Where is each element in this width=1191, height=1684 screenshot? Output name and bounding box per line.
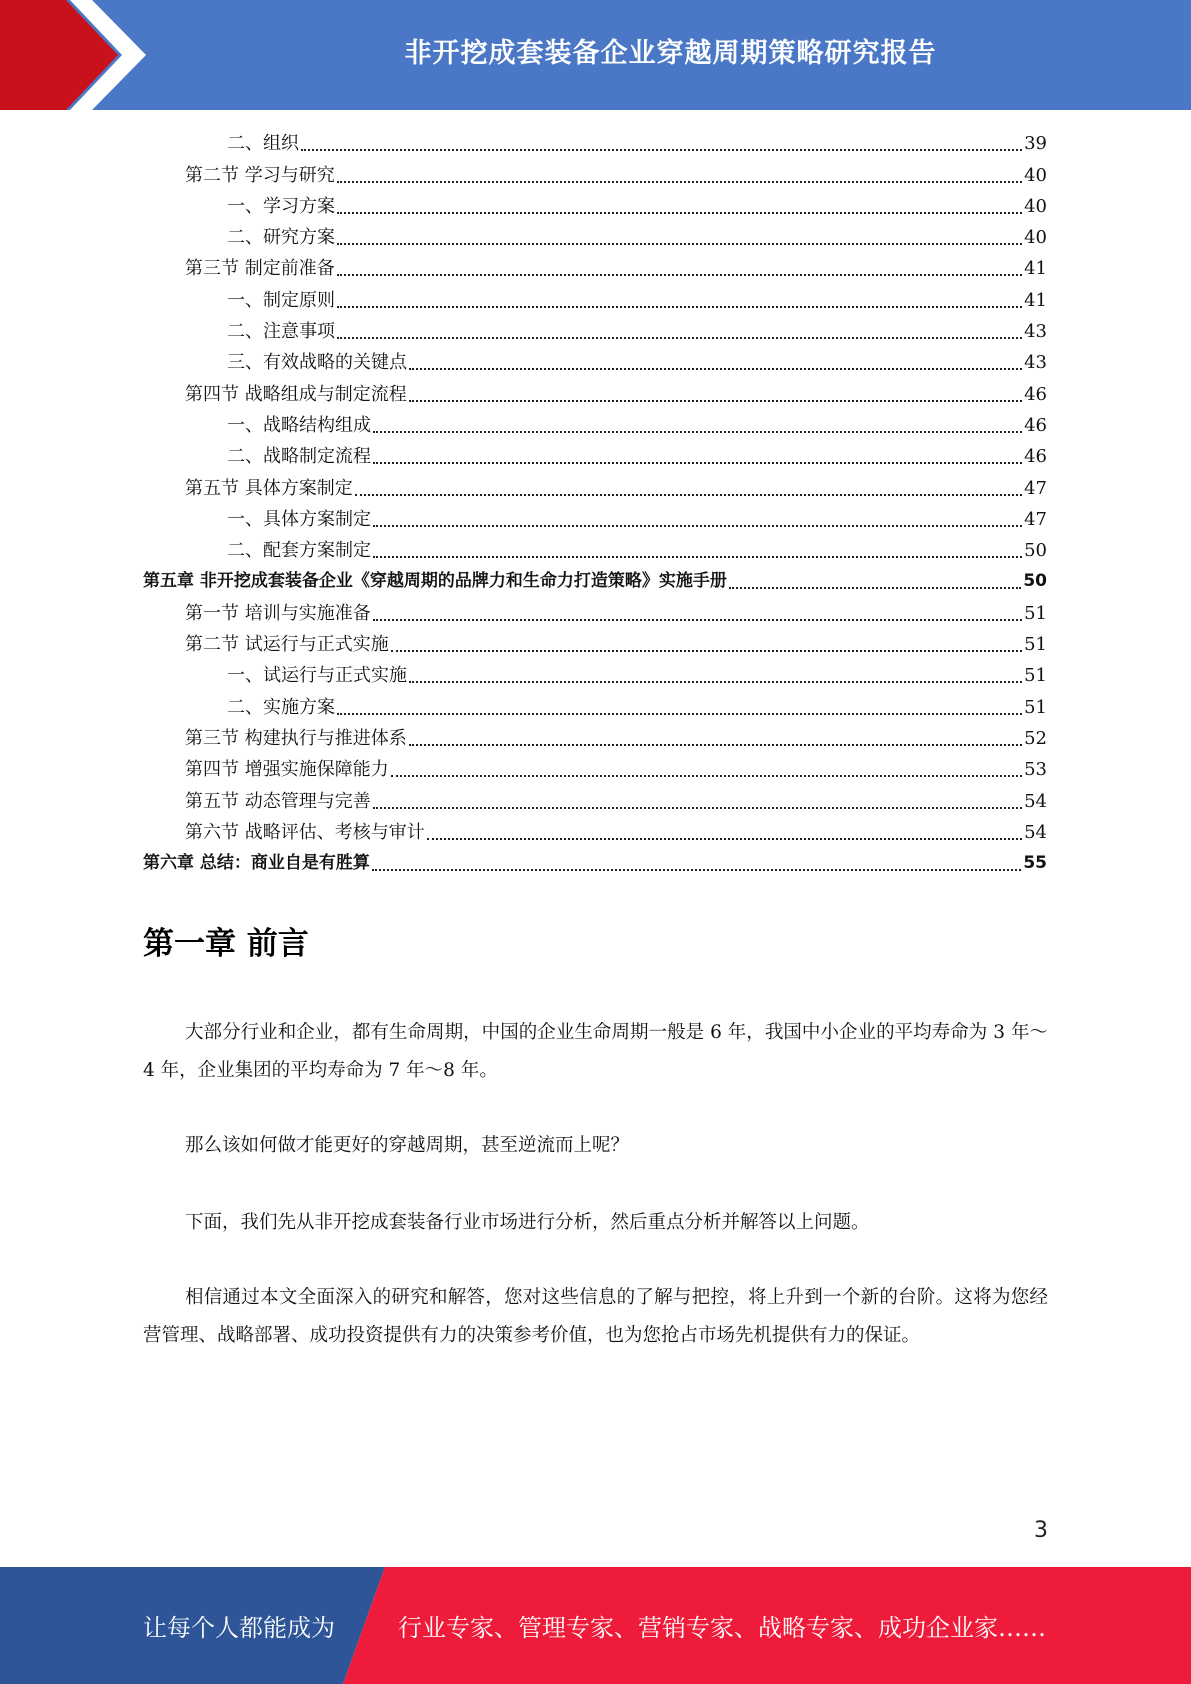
toc-dot-leader	[372, 868, 1021, 871]
toc-dot-leader	[337, 305, 1022, 308]
toc-dot-leader	[373, 524, 1022, 527]
toc-entry[interactable]	[143, 347, 1047, 378]
toc-dot-leader	[373, 806, 1022, 809]
toc-entry[interactable]	[143, 472, 1047, 503]
toc-entry-title: 二、研究方案	[227, 227, 335, 249]
chapter-heading: 第一章 前言	[143, 926, 309, 962]
toc-dot-leader	[427, 837, 1022, 840]
toc-entry-title: 一、制定原则	[227, 289, 335, 311]
toc-dot-leader	[391, 649, 1022, 652]
toc-entry-title: 二、实施方案	[227, 696, 335, 718]
header-arrow-decoration	[0, 0, 160, 110]
toc-entry-title: 第三节 构建执行与推进体系	[185, 727, 407, 749]
toc-entry-title: 一、试运行与正式实施	[227, 665, 407, 687]
toc-entry-title: 二、组织	[227, 133, 299, 155]
toc-entry-page: 40	[1024, 227, 1047, 249]
toc-entry-page: 54	[1024, 821, 1047, 843]
header-banner	[0, 0, 1191, 110]
toc-dot-leader	[391, 774, 1022, 777]
toc-dot-leader	[337, 211, 1022, 214]
toc-entry-page: 41	[1024, 258, 1047, 280]
footer-slogan-right: 行业专家、管理专家、营销专家、战略专家、成功企业家……	[398, 1614, 1046, 1642]
toc-entry[interactable]	[143, 723, 1047, 754]
toc-entry-page: 50	[1023, 571, 1047, 592]
toc-entry-page: 55	[1023, 853, 1047, 874]
toc-entry-page: 43	[1024, 352, 1047, 374]
toc-dot-leader	[373, 618, 1022, 621]
toc-entry-page: 46	[1024, 446, 1047, 468]
toc-entry-title: 第五节 动态管理与完善	[185, 790, 371, 812]
toc-entry[interactable]	[143, 410, 1047, 441]
page-number: 3	[1034, 1518, 1048, 1543]
toc-entry[interactable]	[143, 691, 1047, 722]
paragraph-text: 相信通过本文全面深入的研究和解答，您对这些信息的了解与把控，将上升到一个新的台阶。这将为您经营管理、战略部署、成功投资提供有力的决策参考价值，也为您抢占市场先机提供有力的保证。	[143, 1287, 1048, 1346]
toc-entry-page: 51	[1024, 602, 1047, 624]
table-of-contents	[143, 128, 1047, 879]
toc-entry-page: 47	[1024, 508, 1047, 530]
paragraph-intro	[143, 1014, 1048, 1090]
toc-entry-title: 第六节 战略评估、考核与审计	[185, 821, 425, 843]
toc-dot-leader	[409, 399, 1022, 402]
toc-entry[interactable]	[143, 785, 1047, 816]
toc-entry-title: 二、注意事项	[227, 321, 335, 343]
toc-entry-page: 46	[1024, 414, 1047, 436]
toc-entry-page: 40	[1024, 164, 1047, 186]
toc-entry-page: 39	[1024, 133, 1047, 155]
toc-entry[interactable]	[143, 597, 1047, 628]
toc-dot-leader	[373, 555, 1022, 558]
toc-entry-title: 第二节 学习与研究	[185, 164, 335, 186]
toc-entry[interactable]	[143, 191, 1047, 222]
toc-dot-leader	[409, 367, 1022, 370]
toc-entry[interactable]	[143, 848, 1047, 879]
toc-entry-title: 一、战略结构组成	[227, 414, 371, 436]
toc-dot-leader	[337, 336, 1022, 339]
toc-entry-page: 47	[1024, 477, 1047, 499]
paragraph-text: 下面，我们先从非开挖成套装备行业市场进行分析，然后重点分析并解答以上问题。	[185, 1212, 870, 1233]
toc-entry-page: 52	[1024, 727, 1047, 749]
toc-entry-title: 第四节 增强实施保障能力	[185, 759, 389, 781]
toc-entry[interactable]	[143, 441, 1047, 472]
toc-entry-page: 53	[1024, 759, 1047, 781]
toc-entry-page: 51	[1024, 665, 1047, 687]
toc-entry-title: 第五节 具体方案制定	[185, 477, 353, 499]
paragraph-approach	[143, 1204, 1048, 1242]
toc-entry[interactable]	[143, 128, 1047, 159]
toc-dot-leader	[355, 493, 1022, 496]
toc-entry[interactable]	[143, 566, 1047, 597]
toc-entry[interactable]	[143, 535, 1047, 566]
toc-entry[interactable]	[143, 754, 1047, 785]
toc-entry-page: 43	[1024, 321, 1047, 343]
toc-dot-leader	[409, 680, 1022, 683]
toc-entry-page: 51	[1024, 634, 1047, 656]
paragraph-text: 大部分行业和企业，都有生命周期，中国的企业生命周期一般是 6 年，我国中小企业的平均寿命为 3 年～4 年，企业集团的平均寿命为 7 年～8 年。	[143, 1022, 1048, 1081]
report-title: 非开挖成套装备企业穿越周期策略研究报告	[404, 37, 937, 69]
toc-entry[interactable]	[143, 316, 1047, 347]
toc-dot-leader	[729, 586, 1021, 589]
toc-entry-title: 第六章 总结：商业自是有胜算	[143, 853, 370, 874]
toc-entry[interactable]	[143, 253, 1047, 284]
toc-entry-title: 二、战略制定流程	[227, 446, 371, 468]
toc-entry-title: 第一节 培训与实施准备	[185, 602, 371, 624]
toc-entry[interactable]	[143, 159, 1047, 190]
toc-entry-page: 54	[1024, 790, 1047, 812]
toc-entry-page: 50	[1024, 540, 1047, 562]
toc-entry-title: 第二节 试运行与正式实施	[185, 634, 389, 656]
toc-entry-page: 40	[1024, 195, 1047, 217]
paragraph-text: 那么该如何做才能更好的穿越周期，甚至逆流而上呢？	[185, 1135, 630, 1156]
toc-entry-page: 51	[1024, 696, 1047, 718]
toc-dot-leader	[373, 461, 1022, 464]
toc-entry-page: 41	[1024, 289, 1047, 311]
toc-entry[interactable]	[143, 629, 1047, 660]
toc-entry-page: 46	[1024, 383, 1047, 405]
toc-entry-title: 二、配套方案制定	[227, 540, 371, 562]
toc-entry-title: 一、学习方案	[227, 195, 335, 217]
toc-dot-leader	[409, 743, 1022, 746]
toc-dot-leader	[337, 273, 1022, 276]
toc-dot-leader	[301, 148, 1022, 151]
toc-dot-leader	[373, 430, 1022, 433]
toc-dot-leader	[337, 180, 1022, 183]
footer-slogan-left: 让每个人都能成为	[143, 1614, 335, 1642]
toc-entry[interactable]	[143, 222, 1047, 253]
toc-entry[interactable]	[143, 817, 1047, 848]
toc-entry-title: 第三节 制定前准备	[185, 258, 335, 280]
footer-banner	[0, 1567, 1191, 1684]
toc-entry-title: 三、有效战略的关键点	[227, 352, 407, 374]
toc-entry-title: 第五章 非开挖成套装备企业《穿越周期的品牌力和生命力打造策略》实施手册	[143, 571, 727, 592]
toc-entry[interactable]	[143, 284, 1047, 315]
toc-entry[interactable]	[143, 660, 1047, 691]
toc-entry-title: 一、具体方案制定	[227, 508, 371, 530]
toc-dot-leader	[337, 712, 1022, 715]
toc-entry[interactable]	[143, 504, 1047, 535]
toc-entry[interactable]	[143, 378, 1047, 409]
toc-dot-leader	[337, 242, 1022, 245]
paragraph-question	[143, 1127, 1048, 1165]
paragraph-conclusion	[143, 1279, 1048, 1355]
toc-entry-title: 第四节 战略组成与制定流程	[185, 383, 407, 405]
